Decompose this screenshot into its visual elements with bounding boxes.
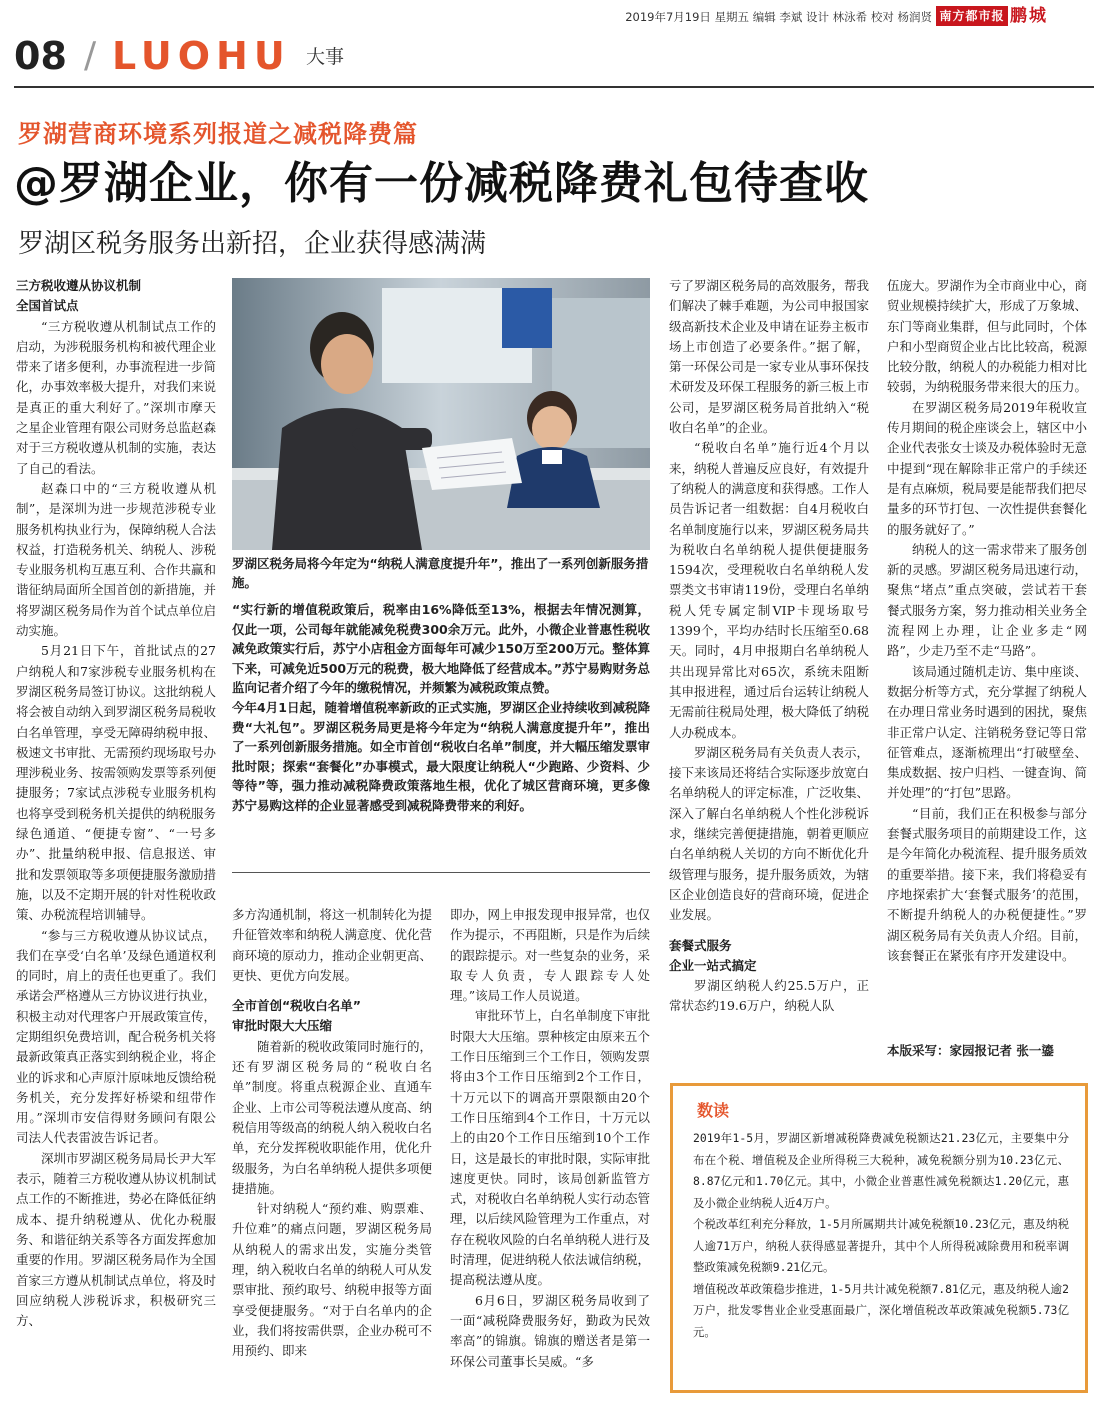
lead-paragraphs [232,600,650,816]
data-box [670,1083,1088,1393]
section-heading: 企业一站式搞定 [669,957,757,973]
section-heading: 审批时限大大压缩 [232,1018,333,1034]
section-header [14,34,1094,78]
designer-credit: 设计 林泳希 [806,10,868,24]
section-name: LUOHU [112,34,291,78]
article-column-3 [450,905,650,1405]
lead-paragraph: “实行新的增值税政策后，税率由16%降低至13%，根据去年情况测算，仅此一项，公司每年就能减免税费300余万元。此外，小微企业普惠性税收减免政策实行后，苏宁小店租金方面每年可减少150万至200万元。整体算下来，可减免近500万元的税费，极大地降低了经营成本。”苏宁易购财务总监向记者介绍了今年的缴税情况，并频繁为减税政策点赞。 [232,602,650,696]
header-rule [14,86,1094,88]
partner-logo: 鹏城 [1010,6,1048,26]
section-heading: 套餐式服务 [669,937,732,953]
masthead-meta [625,9,932,25]
issue-weekday: 星期五 [714,10,750,24]
paragraph: 该局通过随机走访、集中座谈、数据分析等方式，充分掌握了纳税人在办理日常业务时遇到的困扰，聚焦非正常户认定、注销税务登记等日常征管难点，逐渐梳理出“打破壁垒、集成数据、按户归档、一键查询、简并处理”的“打包”思路。 [887,663,1087,801]
article-column-2 [232,905,432,1405]
kicker: 罗湖营商环境系列报道之减税降费篇 [18,120,418,148]
news-photo [232,278,650,550]
subheadline: 罗湖区税务服务出新招，企业获得感满满 [18,229,487,259]
page-number: 08 [14,34,67,78]
paragraph: 亏了罗湖区税务局的高效服务，帮我们解决了棘手难题，为公司申报国家级高新技术企业及申请在证券主板市场上市创造了必要条件。”据了解，第一环保公司是一家专业从事环保技术研发及环保工程服务的新三板上市公司，是罗湖区税务局首批纳入“税收白名单”的企业。 [669,278,869,436]
paragraph: 罗湖区税务局有关负责人表示，接下来该局还将结合实际逐步放宽白名单纳税人的评定标准，广泛收集、深入了解白名单纳税人个性化涉税诉求，继续完善便捷措施，朝着更顺应白名单纳税人关切的方向不断优化升级管理与服务，提升服务质效，为辖区企业创造良好的营商环境，促进企业发展。 [669,744,869,923]
page-title: @罗湖企业，你有一份减税降费礼包待查收 [14,158,869,209]
paragraph: “税收白名单”施行近4个月以来，纳税人普遍反应良好，有效提升了纳税人的满意度和获得感。工作人员告诉记者一组数据：自4月税收白名单制度施行以来，罗湖区税务局共为税收白名单纳税人提供便捷服务1594次，受理税收白名单纳税人发票类文书审请119份，受理白名单纳税人凭专属定制VIP卡现场取号1399个，平均办结时长压缩至0.68天。同时，4月申报期白名单纳税人共出现异常比对65次，系统未阻断其申报进程，通过后台运转让纳税人无需前往税局处理，极大降低了纳税人办税成本。 [669,440,869,740]
section-label: 大事 [306,46,345,68]
tax-office-photo-illustration [232,278,650,550]
data-paragraph: 个税改革红利充分释放，1-5月所属期共计减免税额10.23亿元，惠及纳税人逾71万户，纳税人获得感显著提升，其中个人所得税减除费用和税率调整政策减免税额9.21亿元。 [693,1217,1069,1274]
article-column-4 [669,276,869,1051]
paragraph: 多方沟通机制，将这一机制转化为提升征管效率和纳税人满意度、优化营商环境的原动力，推动企业朝更高、更快、更优方向发展。 [232,907,432,983]
masthead [0,0,1100,30]
issue-date: 2019年7月19日 [625,10,711,24]
paragraph: 赵森口中的“三方税收遵从机制”，是深圳为进一步规范涉税专业服务机构执业行为，保障纳税人合法权益，打造税务机关、纳税人、涉税专业服务机构互惠互利、合作共赢和谐征纳局面所全国首创的新措施，并将罗湖区税务局作为首个试点单位启动实施。 [16,480,216,639]
section-heading: 三方税收遵从协议机制 [16,278,142,293]
paragraph: “三方税收遵从机制试点工作的启动，为涉税服务机构和被代理企业带来了诸多便利，办事流程进一步简化，办事效率极大提升，对我们来说是真正的重大利好了。”深圳市摩天之星企业管理有限公司财务总监赵森对于三方税收遵从机制的实施，表达了自己的看法。 [16,318,216,476]
section-heading: 全国首试点 [16,298,79,314]
data-box-title: 数读 [697,1101,730,1120]
section-divider: / [84,35,97,76]
newspaper-logo: 南方都市报 [936,6,1008,26]
paragraph: 罗湖区纳税人约25.5万户，正常状态约19.6万户，纳税人队 [669,978,869,1014]
paragraph: 在罗湖区税务局2019年税收宣传月期间的税企座谈会上，辖区中小企业代表张女士谈及办税体验时无意中提到“现在解除非正常户的手续还是有点麻烦，税局要是能帮我们把尽量多的环节打包、一次性提供套餐化的服务就好了。” [887,399,1087,537]
lead-divider [232,872,650,873]
proofreader-credit: 校对 杨润贤 [870,10,932,24]
data-box-body [693,1128,1069,1343]
paragraph: 5月21日下午，首批试点的27户纳税人和7家涉税专业服务机构在罗湖区税务局签订协议。这批纳税人将会被自动纳入到罗湖区税务局税收白名单管理，享受无障碍纳税申报、极速文书审批、无需预约现场取号办理涉税业务、按需领购发票等系列便捷服务；7家试点涉税专业服务机构也将享受到税务机关提供的纳税服务绿色通道、“便捷专窗”、“一号多办”、批量纳税申报、信息报送、审批和发票领取等多项便捷服务激励措施，以及不定期开展的针对性税收政策、办税流程培训辅导。 [16,643,216,923]
data-paragraph: 增值税改革政策稳步推进，1-5月共计减免税额7.81亿元，惠及纳税人逾2万户，批发零售业企业受惠面最广，深化增值税改革政策减免税额5.73亿元。 [693,1281,1069,1339]
paragraph: 审批环节上，白名单制度下审批时限大大压缩。票种核定由原来五个工作日压缩到三个工作日，领购发票将由3个工作日压缩到2个工作日，十万元以下的调高开票限额由20个工作日压缩到4个工作日，十万元以上的由20个工作日压缩到10个工作日，这是最长的审批时限，实际审批速度更快。同时，该局创新监管方式，对税收白名单纳税人实行动态管理，以后续风险管理为工作重点，对存在税收风险的白名单纳税人进行及时清理，促进纳税人依法诚信纳税，提高税法遵从度。 [450,1008,650,1288]
article-column-1 [16,276,216,1406]
paragraph: “参与三方税收遵从协议试点，我们在享受‘白名单’及绿色通道权利的同时，肩上的责任也更重了。我们承诺会严格遵从三方协议进行执业，积极主动对代理客户开展政策宣传，定期组织免费培训，配合税务机关将最新政策真正落实到纳税企业，将企业的诉求和心声原汁原味地反馈给税务机关，充分发挥好桥梁和纽带作用。”深圳市安信得财务顾问有限公司法人代表雷波告诉记者。 [16,927,216,1146]
paragraph: 深圳市罗湖区税务局局长尹大军表示，随着三方税收遵从协议机制试点工作的不断推进，势必在降低征纳成本、提升纳税遵从、优化办税服务、和谐征纳关系等各方面发挥愈加重要的作用。罗湖区税务局作为全国首家三方遵从机制试点单位，将及时回应纳税人涉税诉求，积极研究三方、 [16,1150,216,1329]
paragraph: 纳税人的这一需求带来了服务创新的灵感。罗湖区税务局迅速行动，聚焦“堵点”重点突破，尝试若干套餐式服务方案，努力推动相关业务全流程网上办理，让企业多走“网路”，少走乃至不走“马路”。 [887,541,1087,659]
paragraph: 随着新的税收政策同时施行的，还有罗湖区税务局的“税收白名单”制度。将重点税源企业、直通车企业、上市公司等税法遵从度高、纳税信用等级高的纳税人纳入税收白名单，充分发挥税收职能作用，优化升级服务，为白名单纳税人提供多项便捷措施。 [232,1038,432,1196]
photo-caption: 罗湖区税务局将今年定为“纳税人满意度提升年”，推出了一系列创新服务措施。 [232,556,649,590]
paragraph: 即办，网上申报发现申报异常，也仅作为提示，不再阻断，只是作为后续的跟踪提示。对一些复杂的业务，采取专人负责，专人跟踪专人处理。”该局工作人员说道。 [450,907,650,1004]
paragraph: 针对纳税人“预约难、购票难、升位难”的痛点问题，罗湖区税务局从纳税人的需求出发，实施分类管理，纳入税收白名单的纳税人可从发票审批、预约取号、纳税申报等方面享受便捷服务。“对于白名单内的企业，我们将按需供票，企业办税可不用预约、即来 [232,1201,432,1359]
data-paragraph: 2019年1-5月，罗湖区新增减税降费减免税额达21.23亿元，主要集中分布在个税、增值税及企业所得税三大税种，减免税额分别为10.23亿元、8.87亿元和1.70亿元。其中，小微企业普惠性减免税额达1.20亿元，惠及小微企业纳税人近4万户。 [693,1131,1069,1210]
article-column-5 [887,276,1087,1056]
section-heading: 全市首创“税收白名单” [232,998,361,1014]
editor-credit: 编辑 李斌 [752,10,803,24]
byline: 本版采写：家园报记者 张一鎏 [887,1043,1054,1058]
lead-paragraph: 今年4月1日起，随着增值税率新政的正式实施，罗湖区企业持续收到减税降费“大礼包”。罗湖区税务局更是将今年定为“纳税人满意度提升年”，推出了一系列创新服务措施。如全市首创“税收白名单”制度，并大幅压缩发票审批时限；探索“套餐化”办事模式，最大限度让纳税人“少跑路、少资料、少等待”等，强力推动减税降费政策落地生根，优化了城区营商环境，更多像苏宁易购这样的企业显著感受到减税降费带来的利好。 [232,699,650,813]
paragraph: 伍庞大。罗湖作为全市商业中心，商贸业规模持续扩大，形成了万象城、东门等商业集群，但与此同时，个体户和小型商贸企业占比比较高，税源比较分散，纳税人的办税能力相对比较弱，为纳税服务带来很大的压力。 [887,278,1087,395]
paragraph: “目前，我们正在积极参与部分套餐式服务项目的前期建设工作，这是今年简化办税流程、提升服务质效的重要举措。接下来，我们将稳妥有序地探索扩大‘套餐式服务’的范围，不断提升纳税人的办税便捷性。”罗湖区税务局有关负责人介绍。目前，该套餐正在紧张有序开发建设中。 [887,805,1087,963]
paragraph: 6月6日，罗湖区税务局收到了一面“减税降费服务好，勤政为民效率高”的锦旗。锦旗的赠送者是第一环保公司董事长吴威。“多 [450,1292,650,1369]
